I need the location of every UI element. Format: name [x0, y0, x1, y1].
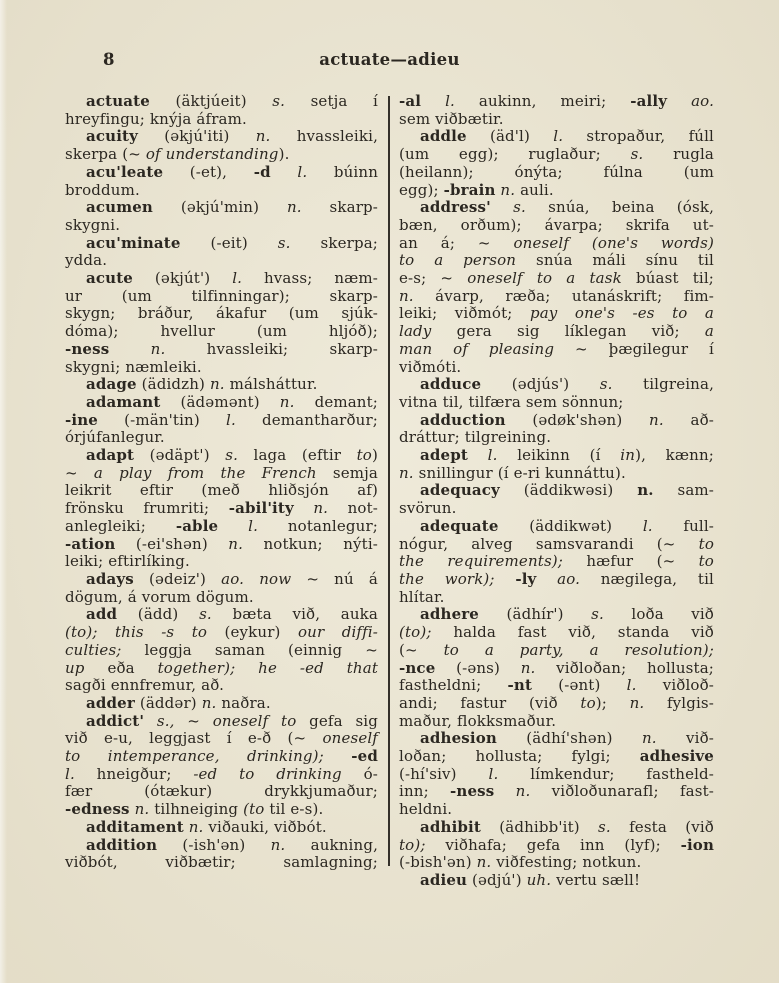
dictionary-entry: [65, 128, 378, 163]
dictionary-entry: [399, 482, 714, 517]
entry-line: frönsku frumriti; -abil'ity n. not-: [65, 499, 379, 518]
dictionary-entry: [399, 412, 714, 447]
entry-line: adhesion (ädhí'shən) n. við-: [420, 729, 715, 748]
entry-line: to intemperance, drinking); -ed: [65, 747, 378, 766]
entry-line: adequate (äddikwət) l. full-: [420, 516, 714, 535]
entry-line: (um egg); ruglaður; s. rugla: [399, 145, 714, 164]
running-head: [0, 50, 779, 72]
dictionary-entry: [399, 93, 714, 128]
entry-line: additament n. viðauki, viðbót.: [86, 817, 327, 836]
entry-line: up eða together); he -ed that: [65, 658, 379, 677]
entry-line: ur (um tilfinningar); skarp-: [65, 286, 378, 305]
entry-line: n. snillingur (í e-ri kunnáttu).: [399, 463, 626, 482]
entry-line: add (ädd) s. bæta við, auka: [86, 605, 379, 624]
entry-line: anlegleiki; -able l. notanlegur;: [65, 516, 378, 535]
entry-line: to); viðhafa; gefa inn (lyf); -ion: [399, 835, 714, 854]
entry-line: (to); this -s to (eykur) our diffi-: [65, 623, 378, 642]
entry-line: adhere (ädhír') s. loða við: [420, 605, 714, 624]
entry-line: addict' s., ~ oneself to gefa sig: [86, 711, 378, 730]
entry-line: (-bish'ən) n. viðfesting; notkun.: [399, 853, 642, 872]
entry-line: l. hneigður; -ed to drinking ó-: [65, 764, 378, 783]
entry-line: adays (ədeiz') ao. now ~ nú á: [86, 569, 378, 588]
entry-line: address' s. snúa, beina (ósk,: [420, 198, 714, 217]
dictionary-entry: [65, 93, 378, 128]
dictionary-entry: [65, 447, 378, 571]
dictionary-entry: [399, 447, 714, 482]
entry-line: loðan; hollusta; fylgi; adhesive: [399, 747, 714, 766]
entry-line: skerpa (~ of understanding).: [65, 145, 290, 164]
dictionary-entry: [65, 235, 378, 270]
entry-line: dráttur; tilgreining.: [399, 428, 552, 447]
entry-line: -ation (-ei'shən) n. notkun; nýti-: [65, 534, 378, 553]
dictionary-entry: [65, 164, 378, 199]
entry-line: skygni.: [65, 215, 121, 234]
dictionary-entry: [65, 394, 378, 447]
entry-line: viðmóti.: [399, 357, 462, 376]
entry-line: addition (-ish'ən) n. aukning,: [86, 835, 378, 854]
entry-line: adduce (ədjús') s. tilgreina,: [420, 375, 714, 394]
entry-line: adamant (ädəmənt) n. demant;: [86, 392, 379, 411]
dictionary-entry: [65, 270, 378, 376]
entry-line: adduction (ədøk'shən) n. að-: [420, 410, 714, 429]
entry-line: (-hí'siv) l. límkendur; fastheld-: [399, 764, 715, 783]
entry-line: (~ to a party, a resolution);: [399, 640, 715, 659]
entry-line: to a person snúa máli sínu til: [399, 251, 714, 270]
entry-line: the requirements); hæfur (~ to: [399, 552, 714, 571]
entry-line: addle (äd'l) l. stropaður, fúll: [420, 127, 715, 146]
entry-line: n. ávarp, ræða; utanáskrift; fim-: [399, 286, 714, 305]
entry-line: lady gera sig líklegan við; a: [399, 322, 714, 341]
entry-line: heldni.: [399, 800, 453, 819]
dictionary-column-right: [399, 93, 714, 890]
entry-line: viðbót, viðbætir; samlagning;: [65, 853, 378, 872]
entry-line: e-s; ~ oneself to a task búast til;: [399, 269, 715, 288]
dictionary-entry: [65, 571, 378, 606]
dictionary-entry: [399, 606, 714, 730]
entry-line: actuate (äktjúeit) s. setja í: [86, 92, 378, 110]
entry-line: adage (ädidzh) n. málsháttur.: [86, 375, 318, 394]
entry-line: fastheldni; -nt (-ənt) l. viðloð-: [399, 676, 714, 695]
entry-line: vitna til, tilfæra sem sönnun;: [399, 392, 624, 411]
entry-line: -ness n. hvassleiki; skarp-: [65, 339, 378, 358]
entry-line: dögum, á vorum dögum.: [65, 587, 254, 606]
dictionary-entry: [65, 695, 378, 713]
entry-line: ydda.: [65, 251, 108, 270]
entry-line: við e-u, leggjast í e-ð (~ oneself: [65, 729, 378, 748]
dictionary-entry: [65, 606, 378, 695]
entry-line: andi; fastur (við to); n. fylgis-: [399, 693, 714, 712]
entry-line: (heilann); ónýta; fúlna (um: [399, 162, 714, 181]
entry-line: sem viðbætir.: [399, 109, 504, 128]
entry-line: órjúfanlegur.: [65, 428, 165, 447]
dictionary-entry: [399, 518, 714, 607]
entry-line: -edness n. tilhneiging (to til e-s).: [65, 800, 324, 819]
entry-line: the work); -ly ao. nægilega, til: [399, 569, 714, 588]
dictionary-entry: [399, 128, 714, 199]
entry-line: ~ a play from the French semja: [65, 463, 379, 482]
dictionary-entry: [65, 199, 378, 234]
dictionary-entry: [399, 819, 714, 872]
entry-line: -ine (-män'tin) l. demantharður;: [65, 410, 378, 429]
entry-line: man of pleasing ~ þægilegur í: [399, 339, 714, 358]
entry-line: acuity (əkjú'iti) n. hvassleiki,: [86, 127, 378, 146]
dictionary-entry: [399, 872, 714, 890]
dictionary-entry: [399, 730, 714, 819]
entry-line: bæn, orðum); ávarpa; skrifa ut-: [399, 215, 714, 234]
column-divider: [388, 96, 390, 866]
dictionary-column-left: [65, 93, 378, 872]
entry-line: leiki; viðmót; pay one's -es to a: [399, 304, 714, 323]
dictionary-entry: [65, 819, 378, 837]
dictionary-entry: [399, 376, 714, 411]
entry-line: acumen (əkjú'min) n. skarp-: [86, 198, 378, 217]
entry-line: acu'leate (-et), -d l. búinn: [86, 162, 378, 181]
entry-line: dóma); hvellur (um hljóð);: [65, 322, 378, 341]
entry-line: adept l. leikinn (í in), kænn;: [420, 446, 714, 465]
dictionary-entry: [399, 199, 714, 376]
entry-line: leikrit eftir (með hliðsjón af): [65, 481, 378, 500]
entry-line: adhibit (ädhibb'it) s. festa (við: [420, 817, 714, 836]
entry-line: nógur, alveg samsvarandi (~ to: [399, 534, 714, 553]
entry-line: skygni; næmleiki.: [65, 357, 202, 376]
entry-line: fær (ótækur) drykkjumaður;: [65, 782, 378, 801]
entry-line: inn; -ness n. viðloðunarafl; fast-: [399, 782, 715, 801]
entry-line: skygn; bráður, ákafur (um sjúk-: [65, 304, 378, 323]
entry-line: adder (äddər) n. naðra.: [86, 693, 271, 712]
header-headword-range: actuate—adieu: [319, 50, 460, 69]
dictionary-entry: [65, 713, 378, 819]
entry-line: (to); halda fast við, standa við: [399, 623, 714, 642]
dictionary-entry: [65, 376, 378, 394]
entry-line: leiki; eftirlíking.: [65, 552, 190, 571]
entry-line: acute (əkjút') l. hvass; næm-: [86, 269, 379, 288]
entry-line: egg); -brain n. auli.: [399, 180, 554, 199]
page-number: 8: [103, 50, 115, 69]
entry-line: acu'minate (-eit) s. skerpa;: [86, 233, 379, 252]
entry-line: maður, flokksmaður.: [399, 711, 557, 730]
entry-line: hreyfingu; knýja áfram.: [65, 109, 247, 128]
entry-line: -al l. aukinn, meiri; -ally ao.: [399, 92, 714, 110]
entry-line: -nce (-əns) n. viðloðan; hollusta;: [399, 658, 714, 677]
entry-line: broddum.: [65, 180, 140, 199]
dictionary-entry: [65, 837, 378, 872]
entry-line: hlítar.: [399, 587, 445, 606]
entry-line: adapt (ədäpt') s. laga (eftir to): [86, 446, 378, 465]
entry-line: an á; ~ oneself (one's words): [399, 233, 714, 252]
entry-line: adequacy (äddikwəsi) n. sam-: [420, 481, 715, 500]
entry-line: adieu (ədjú') uh. vertu sæll!: [420, 870, 641, 889]
entry-line: svörun.: [399, 499, 457, 518]
entry-line: culties; leggja saman (einnig ~: [65, 640, 378, 659]
entry-line: sagði ennfremur, að.: [65, 676, 225, 695]
